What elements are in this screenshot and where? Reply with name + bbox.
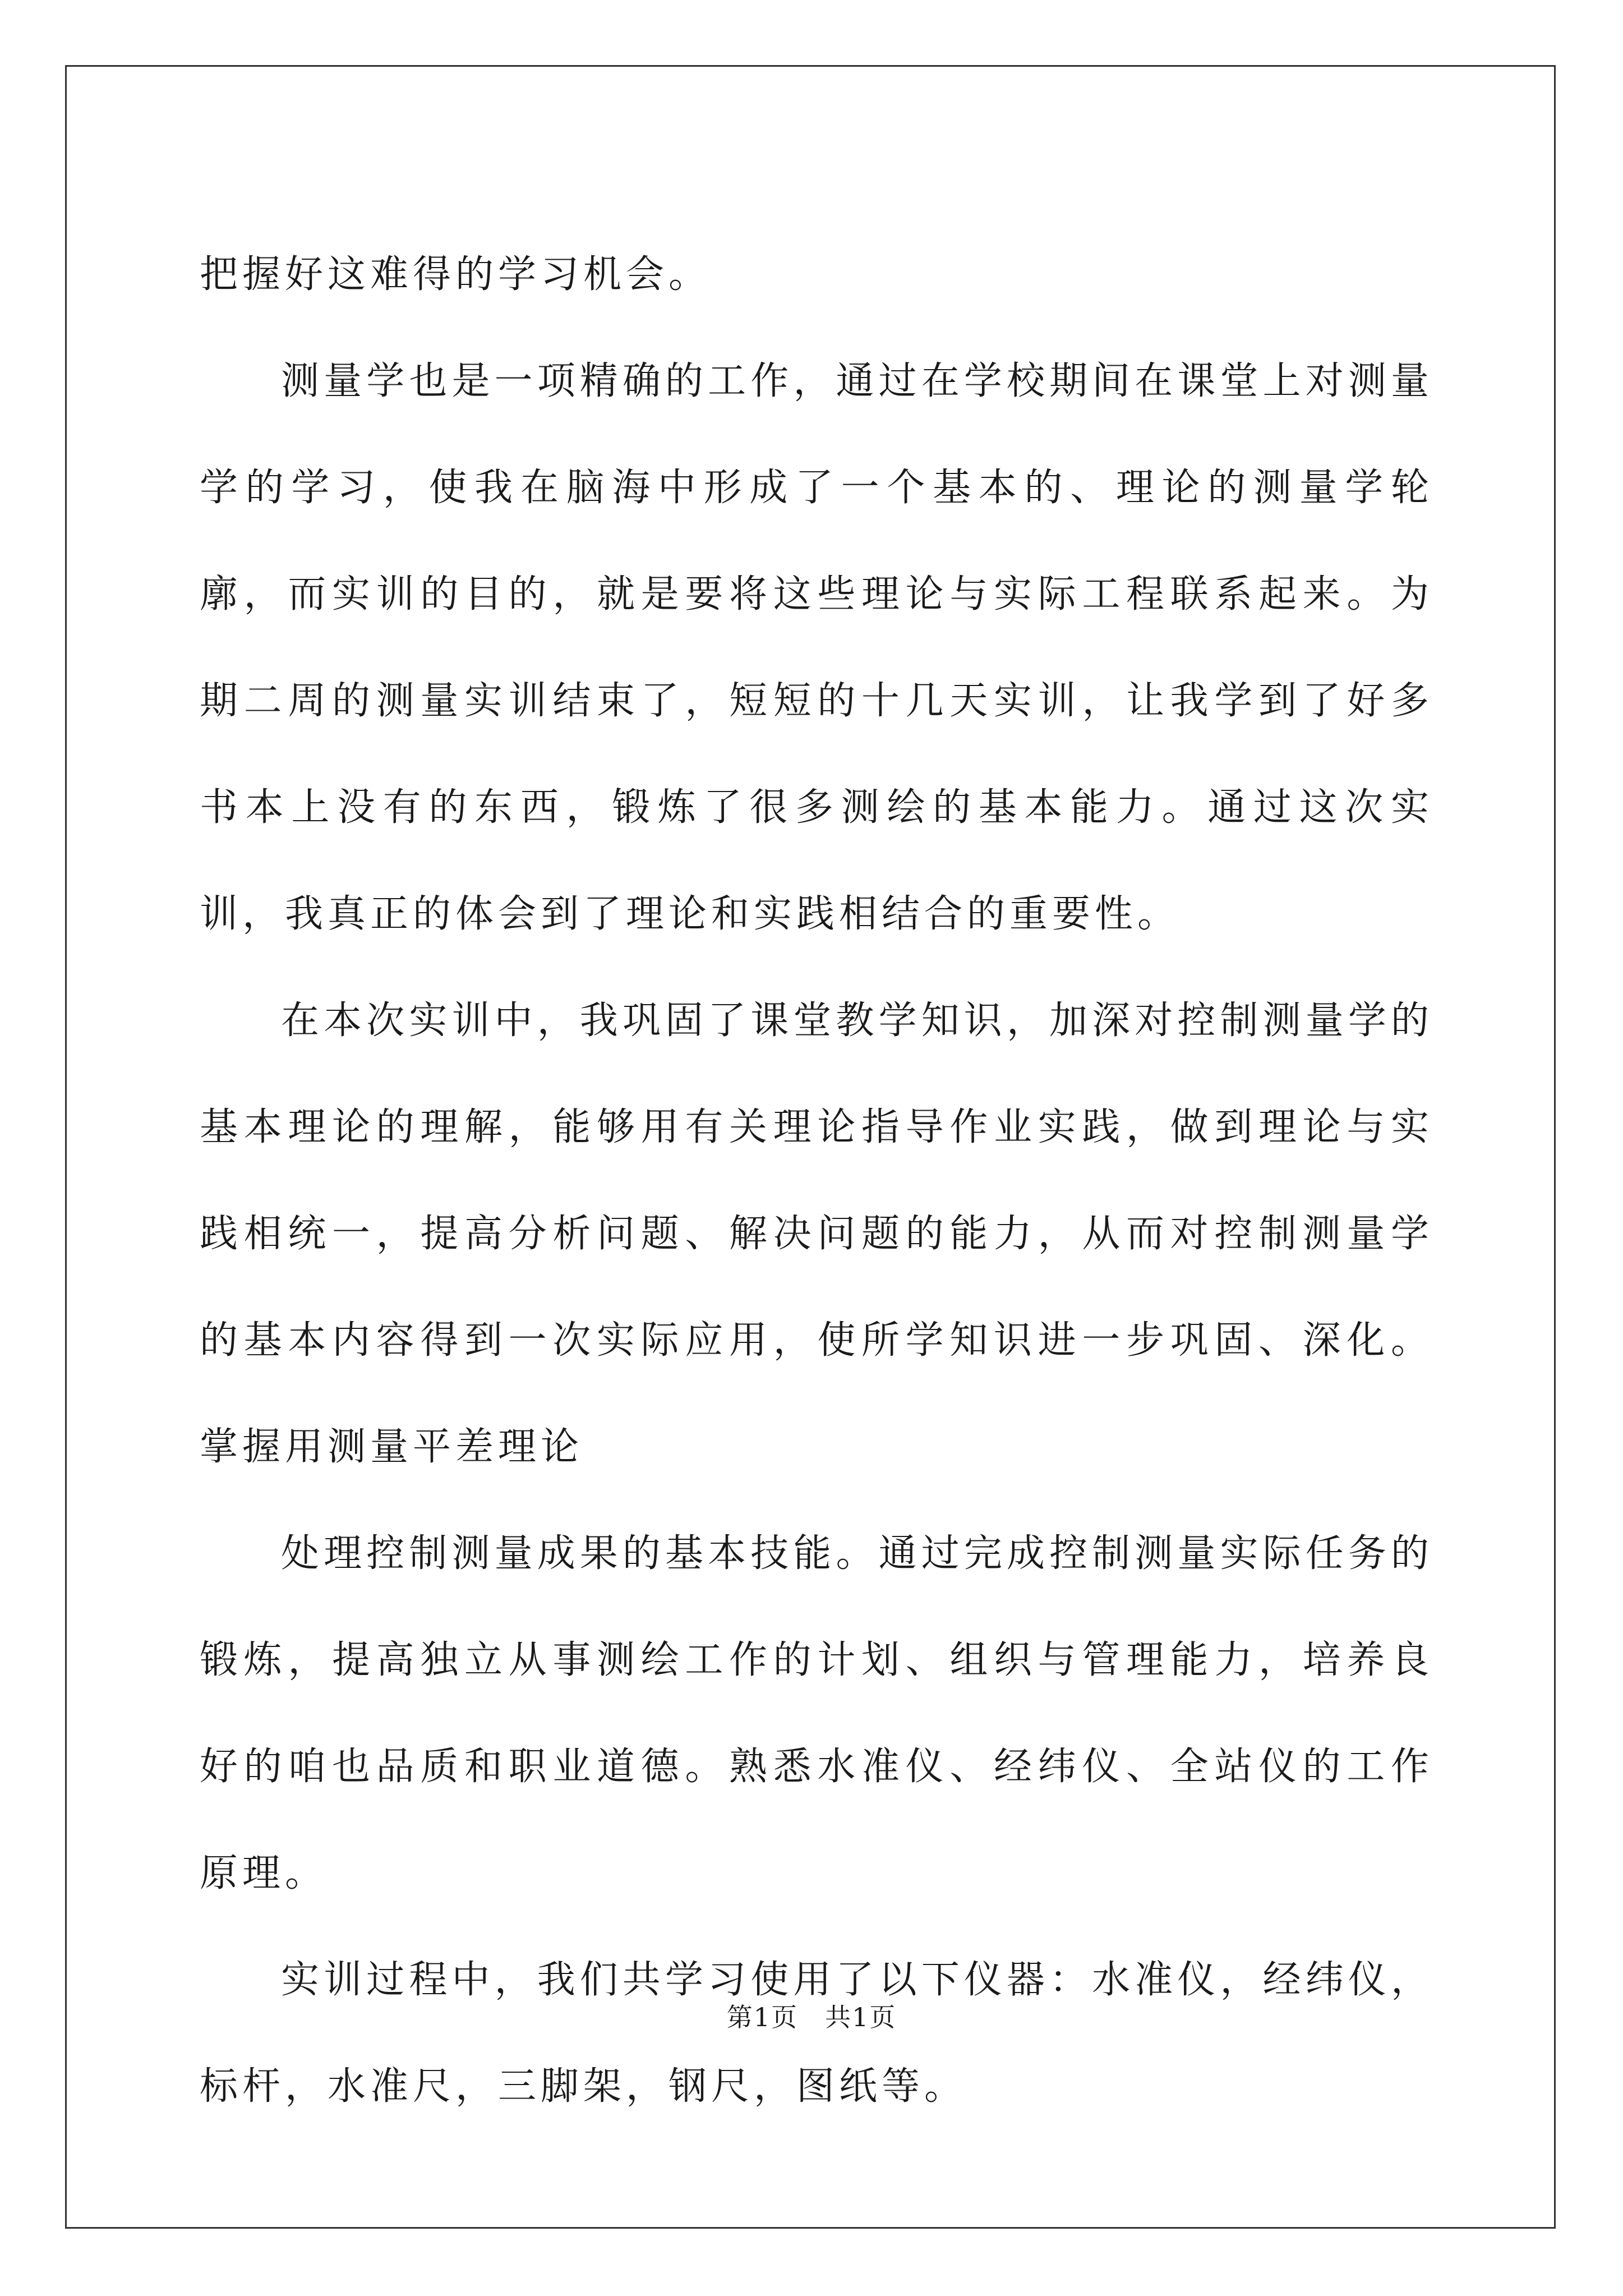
page-footer: 第1页 共1页 bbox=[726, 2002, 897, 2032]
paragraph-1: 把握好这难得的学习机会。 bbox=[200, 252, 712, 297]
paragraph-5: 实训过程中，我们共学习使用了以下仪器：水准仪，经纬仪，标杆，水准尺，三脚架，钢尺，图纸等。 bbox=[200, 1958, 1433, 2109]
paragraph-4: 处理控制测量成果的基本技能。通过完成控制测量实际任务的锻炼，提高独立从事测绘工作的计划、组织与管理能力，培养良好的咱也品质和职业道德。熟悉水准仪、经纬仪、全站仪的工作原理。 bbox=[200, 1531, 1433, 1895]
document-body bbox=[200, 222, 1433, 2140]
paragraph-2: 测量学也是一项精确的工作，通过在学校期间在课堂上对测量学的学习，使我在脑海中形成了一个基本的、理论的测量学轮廓，而实训的目的，就是要将这些理论与实际工程联系起来。为期二周的测量实训结束了，短短的十几天实训，让我学到了好多书本上没有的东西，锻炼了很多测绘的基本能力。通过这次实训，我真正的体会到了理论和实践相结合的重要性。 bbox=[200, 359, 1433, 936]
paragraph-3: 在本次实训中，我巩固了课堂教学知识，加深对控制测量学的基本理论的理解，能够用有关理论指导作业实践，做到理论与实践相统一，提高分析问题、解决问题的能力，从而对控制测量学的基本内容得到一次实际应用，使所学知识进一步巩固、深化。掌握用测量平差理论 bbox=[200, 999, 1433, 1469]
